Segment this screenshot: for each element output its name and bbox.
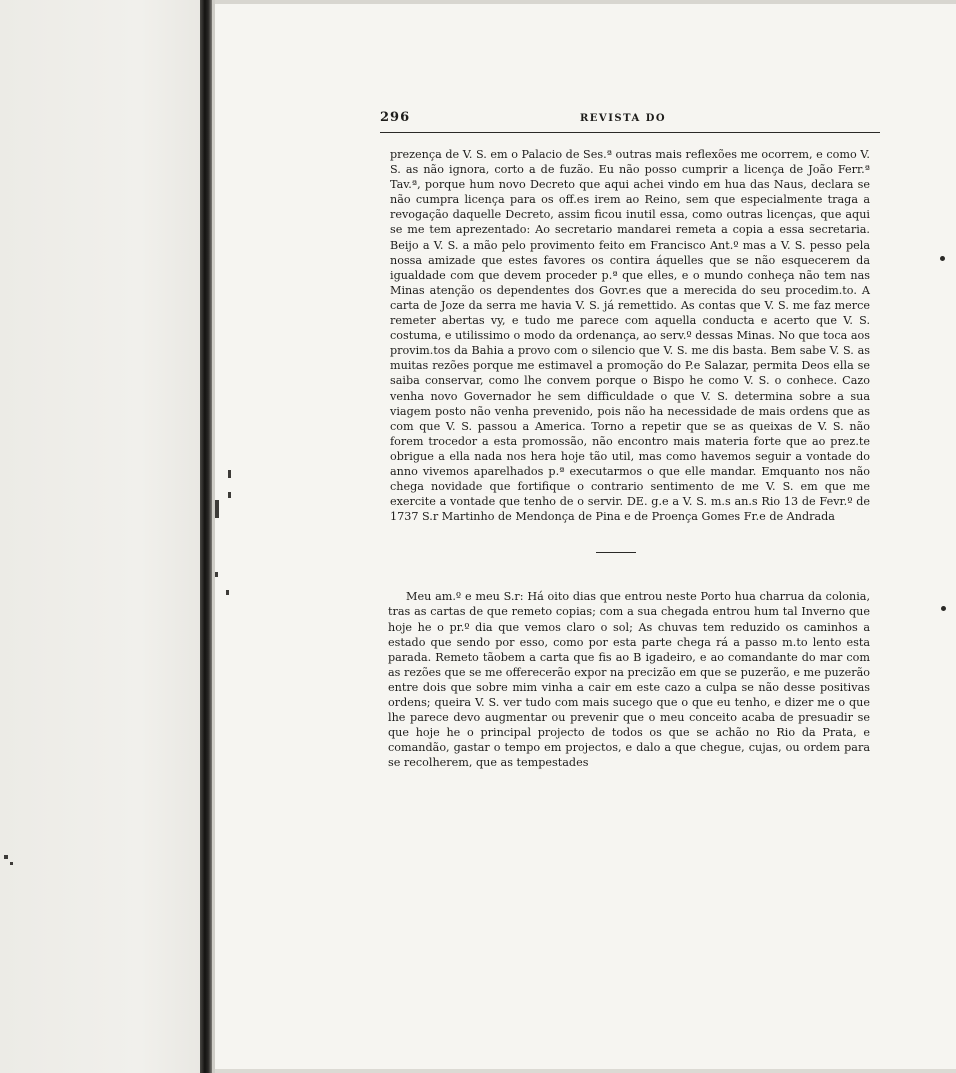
continued-letter-paragraph: prezença de V. S. em o Palacio de Ses.ª outras mais reflexões me ocorrem, e como V. S. as não ignora, corto a de fuzão. Eu não posso cumprir a licença de João Ferr.ª Tav.ª, porque hum novo Decreto que aqui achei vindo em hua das Naus, declara se não cumpra licença para os off.es irem ao Reino, sem que especialmente traga a revogação daquelle Decreto, assim ficou inutil essa, como outras licenças, que aqui se me tem aprezentado: Ao secretario mandarei remeta a copia a essa secretaria. Beijo a V. S. a mão pelo provimento feito em Francisco Ant.º mas a V. S. pesso pela nossa amizade que estes favores os contira áquelles que se não esquecerem da igualdade com que devem proceder p.ª que elles, e o mundo conheça não tem nas Minas atenção os dependentes dos Govr.es que a merecida do seu procedim.to. A carta de Joze da serra me havia V. S. já remettido. As contas que V. S. me faz merce remeter abertas vy, e tudo me parece com aquella conducta e acerto que V. S. costuma, e utilissimo o modo da ordenança, ao serv.º dessas Minas. No que toca aos provim.tos da Bahia a provo com o silencio que V. S. me dis basta. Bem sabe V. S. as muitas rezões porque me estimavel a promoção do P.e Salazar, permita Deos ella se saiba conservar, como lhe convem porque o Bispo he como V. S. o conhece. Cazo venha novo Governador he sem difficuldade o que V. S. determina sobre a sua viagem posto não venha prevenido, pois não ha necessidade de mais ordens que as com que V. S. passou a America. Torno a repetir que se as queixas de V. S. não forem trocedor a esta promossão, não encontro mais materia forte que ao prez.te obrigue a ella nada nos hera hoje tão util, mas como havemos seguir a vontade do anno vivemos aparelhados p.ª executarmos o que elle mandar. Emquanto nos não chega novidade que fortifique o contrario sentimento de me V. S. em que me exercite a vontade que tenho de o servir. DE. g.e a V. S. m.s an.s Rio 13 de Fevr.º de 1737 S.r Martinho de Mendonça de Pina e de Proença Gomes Fr.e de Andrada [390, 148, 870, 524]
header-rule [380, 132, 880, 133]
margin-speck [941, 606, 946, 611]
gutter-mark [10, 862, 13, 865]
book-page [380, 110, 880, 770]
gutter-mark [228, 492, 231, 498]
section-separator [596, 552, 636, 553]
spine-edge [212, 0, 215, 1073]
book-spine [200, 0, 212, 1073]
running-head: REVISTA DO [580, 113, 667, 124]
gutter-mark [4, 855, 8, 859]
left-page-margin [0, 0, 200, 1073]
margin-speck [940, 256, 945, 261]
gutter-mark [226, 590, 229, 595]
gutter-mark [228, 470, 231, 478]
gutter-mark [215, 572, 218, 577]
page-header [380, 110, 880, 130]
top-edge [215, 0, 956, 4]
next-letter-paragraph: Meu am.º e meu S.r: Há oito dias que entrou neste Porto hua charrua da colonia, tras as cartas de que remeto copias; com a sua chegada entrou hum tal Inverno que hoje he o pr.º dia que vemos claro o sol; As chuvas tem reduzido os caminhos a estado que sendo por esso, como por esta parte chega rá a passo m.to lento esta parada. Remeto tãobem a carta que fis ao B igadeiro, e ao comandante do mar com as rezões que se me offerecerão expor na precizão em que se puzerão, e me puzerão entre dois que sobre mim vinha a cair em este cazo a culpa se não desse positivas ordens; queira V. S. ver tudo com mais sucego que o que eu tenho, e dizer me o que lhe parece devo augmentar ou prevenir que o meu conceito acaba de presuadir se que hoje he o principal projecto de todos os que se achão no Rio da Prata, e comandão, gastar o tempo em projectos, e dalo a que chegue, cujas, ou ordem para se recolherem, que as tempestades [388, 590, 870, 770]
page-number: 296 [380, 110, 411, 125]
gutter-mark [215, 500, 219, 518]
bottom-edge [215, 1069, 956, 1073]
